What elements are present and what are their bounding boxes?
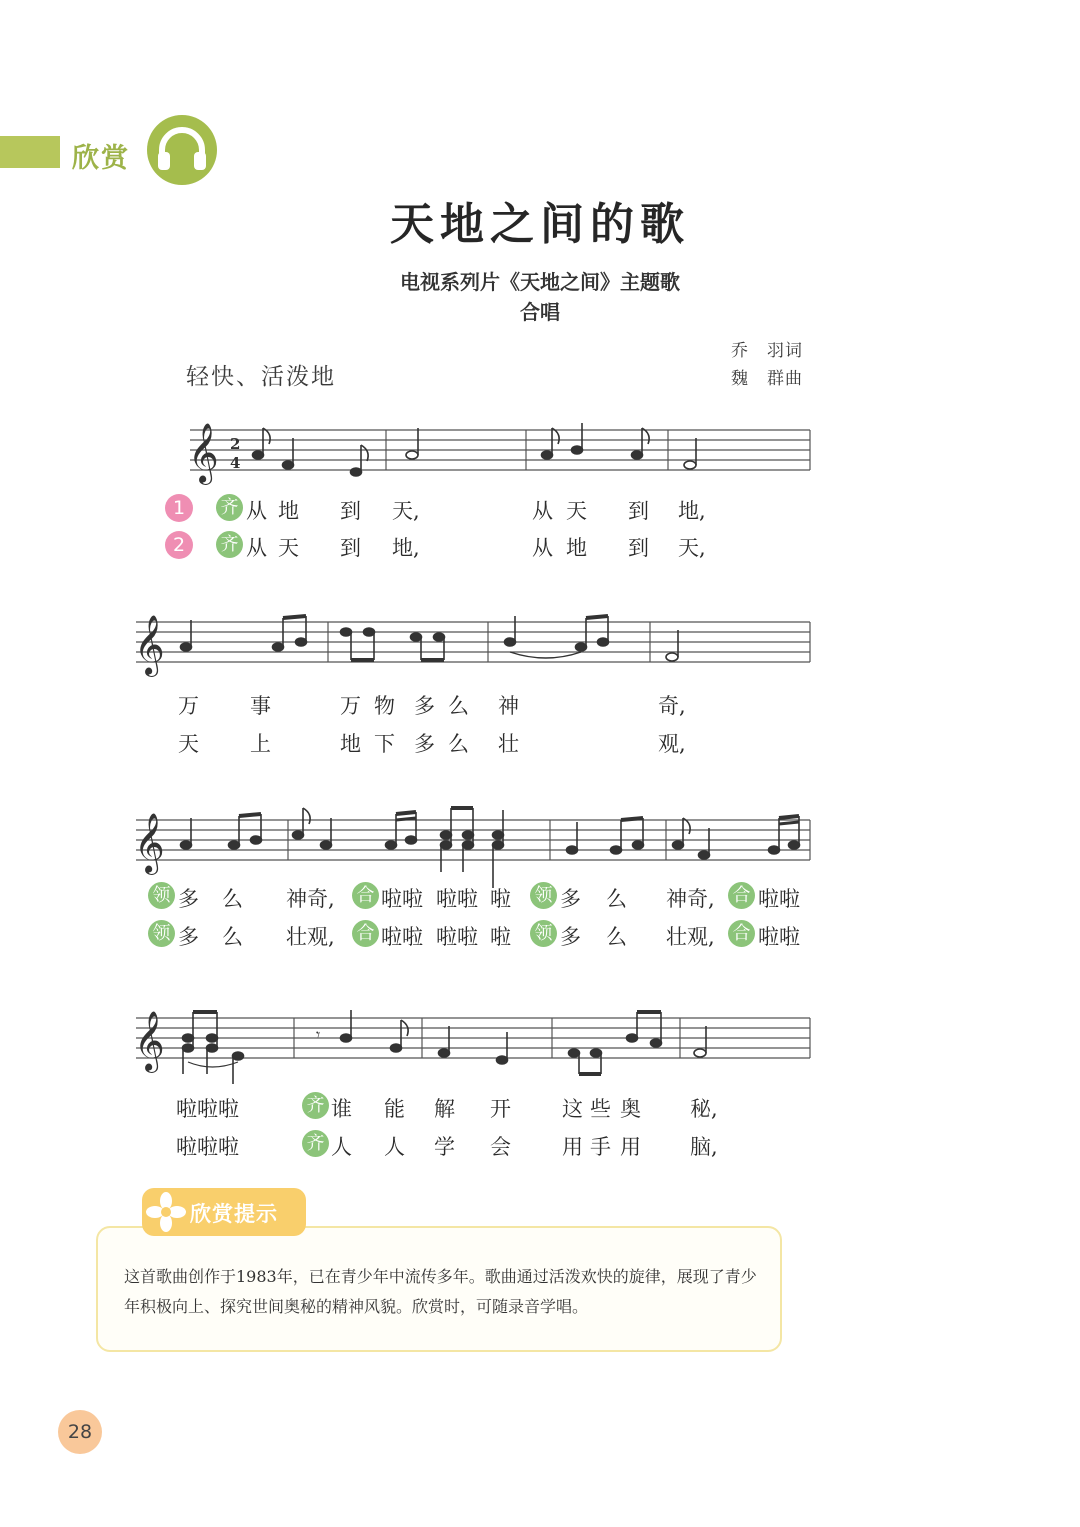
lyric-syllable: 地,: [392, 536, 420, 560]
song-subtitle: 电视系列片《天地之间》主题歌: [400, 270, 680, 294]
lyric-syllable: 啦: [490, 887, 511, 911]
lyric-syllable: 到: [628, 536, 649, 560]
lyric-syllable: 奇,: [658, 694, 686, 718]
lyric-syllable: 些: [590, 1097, 611, 1121]
unison-badge: 齐: [216, 494, 243, 521]
lyric-syllable: 开: [490, 1097, 511, 1121]
svg-text:𝄾: 𝄾: [316, 1025, 321, 1044]
lyric-syllable: 事: [250, 694, 271, 718]
flower-icon: [146, 1192, 186, 1232]
lyric-syllable: 么: [448, 694, 469, 718]
section-bar: [0, 136, 60, 168]
lyric-syllable: 谁: [331, 1097, 352, 1121]
tip-text: 这首歌曲创作于1983年，已在青少年中流传多年。歌曲通过活泼欢快的旋律，展现了青少年积极向上、探究世间奥秘的精神风貌。欣赏时，可随录音学唱。: [124, 1267, 757, 1316]
song-form: 合唱: [520, 300, 560, 324]
lyric-syllable: 地: [340, 732, 361, 756]
lyric-syllable: 啦啦: [758, 925, 800, 949]
lyric-syllable: 地,: [678, 499, 706, 523]
lyric-syllable: 神奇,: [286, 887, 335, 911]
lyric-syllable: 脑,: [690, 1135, 718, 1159]
lyric-syllable: 万: [178, 694, 199, 718]
treble-clef: 𝄞: [134, 813, 165, 873]
lyric-syllable: 用: [620, 1135, 641, 1159]
time-sig-top: 2: [230, 435, 241, 453]
lyric-syllable: 多: [178, 925, 199, 949]
lyric-syllable: 多: [560, 887, 581, 911]
lyric-syllable: 啦啦: [381, 887, 423, 911]
lead-badge: 领: [148, 882, 175, 909]
lyric-syllable: 奥: [620, 1097, 641, 1121]
lyric-syllable: 么: [222, 925, 243, 949]
lyric-syllable: 天: [566, 499, 587, 523]
note: [542, 451, 553, 459]
composer-credit: 魏 群曲: [731, 369, 803, 389]
lyric-syllable: 多: [178, 887, 199, 911]
staff-system-2: [126, 612, 820, 682]
lyric-syllable: 地: [566, 536, 587, 560]
lyric-syllable: 天: [278, 536, 299, 560]
lyric-syllable: 学: [434, 1135, 455, 1159]
lyric-syllable: 啦啦啦: [176, 1097, 239, 1121]
note: [351, 468, 362, 476]
lyric-syllable: 上: [250, 732, 271, 756]
tip-heading: 欣赏提示: [190, 1202, 278, 1226]
staff-system-1: [180, 420, 820, 490]
note: [283, 461, 294, 469]
time-sig-bottom: 4: [230, 454, 241, 472]
staff-system-3: [126, 800, 820, 890]
lyric-syllable: 么: [606, 925, 627, 949]
treble-clef: 𝄞: [134, 1011, 165, 1071]
lyric-syllable: 人: [384, 1135, 405, 1159]
lyric-syllable: 会: [490, 1135, 511, 1159]
unison-badge: 齐: [302, 1130, 329, 1157]
lead-badge: 领: [148, 920, 175, 947]
unison-badge: 齐: [302, 1092, 329, 1119]
note: [406, 451, 418, 459]
chorus-badge: 合: [352, 882, 379, 909]
note: [253, 451, 264, 459]
treble-clef: 𝄞: [134, 615, 165, 675]
lyric-syllable: 啦啦: [436, 887, 478, 911]
lyric-syllable: 从: [246, 536, 267, 560]
lyric-syllable: 天,: [678, 536, 706, 560]
note: [632, 451, 643, 459]
lyric-syllable: 神奇,: [666, 887, 715, 911]
lead-badge: 领: [530, 920, 557, 947]
lyric-syllable: 壮观,: [286, 925, 335, 949]
lyric-syllable: 多: [414, 732, 435, 756]
lyric-syllable: 秘,: [690, 1097, 718, 1121]
lyric-syllable: 啦啦: [758, 887, 800, 911]
lyric-syllable: 么: [606, 887, 627, 911]
lyric-syllable: 多: [560, 925, 581, 949]
lyric-syllable: 到: [628, 499, 649, 523]
lyric-syllable: 用: [562, 1135, 583, 1159]
lyric-syllable: 能: [384, 1097, 405, 1121]
lyric-syllable: 啦: [490, 925, 511, 949]
page-number: 28: [58, 1410, 102, 1454]
note: [572, 446, 583, 454]
song-title: 天地之间的歌: [390, 199, 690, 250]
lyric-syllable: 啦啦啦: [176, 1135, 239, 1159]
staff-system-4: [126, 998, 820, 1088]
treble-clef: 𝄞: [188, 423, 219, 483]
lyric-syllable: 地: [278, 499, 299, 523]
lyric-syllable: 多: [414, 694, 435, 718]
lyric-syllable: 这: [562, 1097, 583, 1121]
lyric-syllable: 到: [340, 499, 361, 523]
lyric-syllable: 啦啦: [381, 925, 423, 949]
lyric-syllable: 从: [532, 499, 553, 523]
headphones-icon: [146, 114, 218, 186]
lyric-syllable: 人: [331, 1135, 352, 1159]
lyric-syllable: 神: [498, 694, 519, 718]
lyric-syllable: 解: [434, 1097, 455, 1121]
lyric-syllable: 天,: [392, 499, 420, 523]
lyricist-credit: 乔 羽词: [731, 341, 803, 361]
lyric-syllable: 观,: [658, 732, 686, 756]
lyric-syllable: 天: [178, 732, 199, 756]
section-label: 欣赏: [72, 143, 130, 174]
lyric-syllable: 么: [222, 887, 243, 911]
lyric-syllable: 啦啦: [436, 925, 478, 949]
verse-number-1: 1: [165, 494, 193, 522]
lyric-syllable: 从: [246, 499, 267, 523]
lyric-syllable: 物: [374, 694, 395, 718]
lyric-syllable: 壮: [498, 732, 519, 756]
chorus-badge: 合: [728, 882, 755, 909]
chorus-badge: 合: [728, 920, 755, 947]
lyric-syllable: 么: [448, 732, 469, 756]
lyric-syllable: 下: [374, 732, 395, 756]
lyric-syllable: 从: [532, 536, 553, 560]
lyric-syllable: 壮观,: [666, 925, 715, 949]
lyric-syllable: 手: [590, 1135, 611, 1159]
chorus-badge: 合: [352, 920, 379, 947]
unison-badge: 齐: [216, 531, 243, 558]
note: [684, 461, 696, 469]
verse-number-2: 2: [165, 531, 193, 559]
lyric-syllable: 到: [340, 536, 361, 560]
lyric-syllable: 万: [340, 694, 361, 718]
tempo-marking: 轻快、活泼地: [186, 364, 336, 390]
lead-badge: 领: [530, 882, 557, 909]
